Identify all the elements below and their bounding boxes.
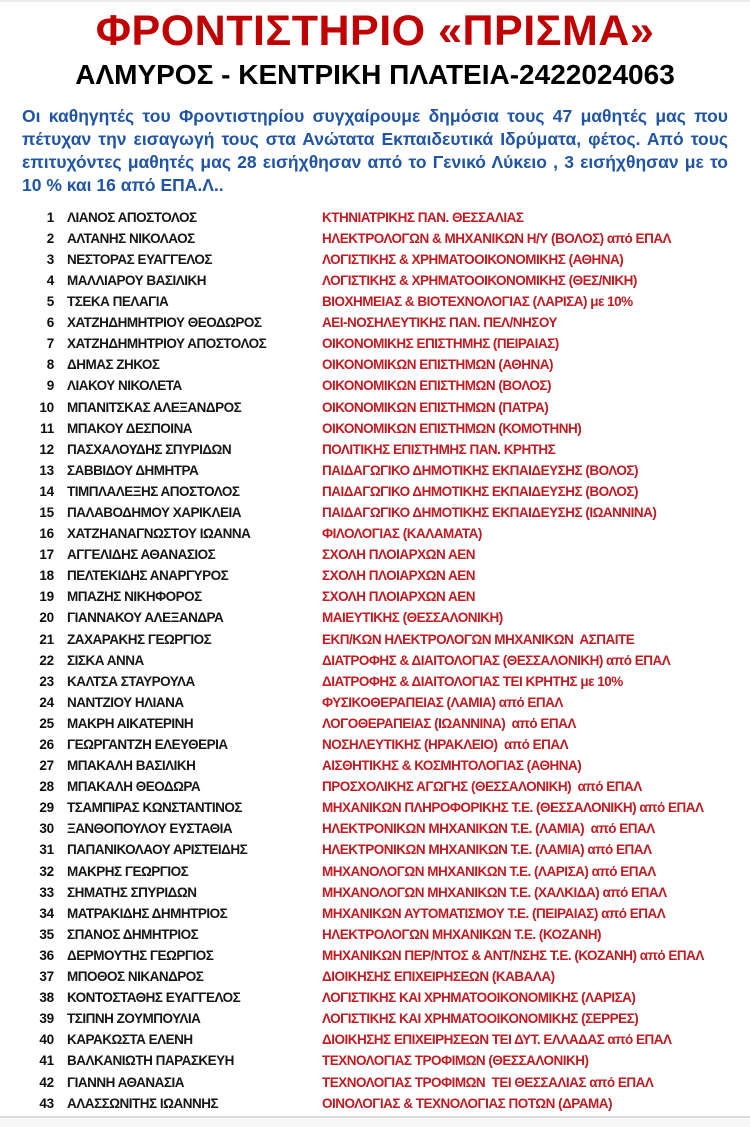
student-name: ΤΣΑΜΠΙΡΑΣ ΚΩΝΣΤΑΝΤΙΝΟΣ <box>67 800 242 816</box>
student-name: ΜΠΑΚΟΥ ΔΕΣΠΟΙΝΑ <box>67 420 193 436</box>
student-number: 36 <box>39 947 54 963</box>
student-row <box>0 650 750 671</box>
student-row <box>0 228 750 249</box>
student-row <box>0 776 750 797</box>
student-name: ΚΟΝΤΟΣΤΑΘΗΣ ΕΥΑΓΓΕΛΟΣ <box>67 990 241 1006</box>
student-school: ΚΤΗΝΙΑΤΡΙΚΗΣ ΠΑΝ. ΘΕΣΣΑΛΙΑΣ <box>322 209 524 225</box>
student-school: ΜΑΙΕΥΤΙΚΗΣ (ΘΕΣΣΑΛΟΝΙΚΗ) <box>322 610 503 626</box>
student-number: 11 <box>40 420 54 436</box>
student-row <box>0 270 750 291</box>
student-school: ΜΗΧΑΝΙΚΩΝ ΑΥΤΟΜΑΤΙΣΜΟΥ Τ.Ε. (ΠΕΙΡΑΙΑΣ) από ΕΠΑΛ <box>322 905 666 921</box>
student-row <box>0 734 750 755</box>
student-row <box>0 375 750 396</box>
student-row <box>0 945 750 966</box>
student-name: ΓΙΑΝΝΑΚΟΥ ΑΛΕΞΑΝΔΡΑ <box>67 610 224 626</box>
student-row <box>0 1093 750 1114</box>
student-row <box>0 1029 750 1050</box>
student-name: ΜΠΑΖΗΣ ΝΙΚΗΦΟΡΟΣ <box>67 589 202 605</box>
student-name: ΧΑΤΖΗΔΗΜΗΤΡΙΟΥ ΑΠΟΣΤΟΛΟΣ <box>67 336 267 352</box>
student-name: ΜΠΑΚΑΛΗ ΒΑΣΙΛΙΚΗ <box>67 758 196 774</box>
student-row <box>0 797 750 818</box>
student-row <box>0 755 750 776</box>
student-school: ΒΙΟΧΗΜΕΙΑΣ & ΒΙΟΤΕΧΝΟΛΟΓΙΑΣ (ΛΑΡΙΣΑ) με 10% <box>322 294 633 310</box>
student-number: 22 <box>39 652 54 668</box>
student-school: ΠΑΙΔΑΓΩΓΙΚΟ ΔΗΜΟΤΙΚΗΣ ΕΚΠΑΙΔΕΥΣΗΣ (ΒΟΛΟΣ) <box>322 483 638 499</box>
student-number: 38 <box>39 990 54 1006</box>
student-row <box>0 966 750 987</box>
student-number: 43 <box>39 1095 54 1111</box>
student-number: 18 <box>39 568 54 584</box>
student-number: 21 <box>39 631 54 647</box>
student-school: ΔΙΑΤΡΟΦΗΣ & ΔΙΑΙΤΟΛΟΓΙΑΣ (ΘΕΣΣΑΛΟΝΙΚΗ) από ΕΠΑΛ <box>322 652 671 668</box>
student-school: ΟΙΚΟΝΟΜΙΚΩΝ ΕΠΙΣΤΗΜΩΝ (ΒΟΛΟΣ) <box>322 378 551 394</box>
student-number: 40 <box>39 1032 54 1048</box>
student-row <box>0 713 750 734</box>
student-number: 13 <box>39 462 54 478</box>
student-name: ΜΑΚΡΗ ΑΙΚΑΤΕΡΙΝΗ <box>67 715 194 731</box>
student-number: 35 <box>39 926 54 942</box>
student-number: 39 <box>39 1011 54 1027</box>
student-school: ΕΚΠ/ΚΩΝ ΗΛΕΚΤΡΟΛΟΓΩΝ ΜΗΧΑΝΙΚΩΝ ΑΣΠΑΙΤΕ <box>322 631 635 647</box>
student-name: ΚΑΡΑΚΩΣΤΑ ΕΛΕΝΗ <box>67 1032 193 1048</box>
student-number: 23 <box>39 673 54 689</box>
student-row <box>0 629 750 650</box>
student-name: ΤΣΙΠΝΗ ΖΟΥΜΠΟΥΛΙΑ <box>67 1011 201 1027</box>
student-name: ΠΑΣΧΑΛΟΥΔΗΣ ΣΠΥΡΙΔΩΝ <box>67 441 232 457</box>
student-name: ΝΑΝΤΖΙΟΥ ΗΛΙΑΝΑ <box>67 694 184 710</box>
student-school: ΛΟΓΙΣΤΙΚΗΣ & ΧΡΗΜΑΤΟΟΙΚΟΝΟΜΙΚΗΣ (ΑΘΗΝΑ) <box>322 251 624 267</box>
student-row <box>0 903 750 924</box>
student-name: ΜΠΟΘΟΣ ΝΙΚΑΝΔΡΟΣ <box>67 969 204 985</box>
student-row <box>0 565 750 586</box>
student-number: 9 <box>46 378 54 394</box>
student-name: ΔΗΜΑΣ ΖΗΚΟΣ <box>67 357 160 373</box>
student-number: 29 <box>39 800 54 816</box>
student-name: ΚΑΛΤΣΑ ΣΤΑΥΡΟΥΛΑ <box>67 673 195 689</box>
student-number: 37 <box>39 969 54 985</box>
student-number: 2 <box>46 230 54 246</box>
student-number: 14 <box>39 483 54 499</box>
student-name: ΓΙΑΝΝΗ ΑΘΑΝΑΣΙΑ <box>67 1074 184 1090</box>
student-number: 27 <box>39 758 54 774</box>
student-school: ΠΟΛΙΤΙΚΗΣ ΕΠΙΣΤΗΜΗΣ ΠΑΝ. ΚΡΗΤΗΣ <box>322 441 556 457</box>
page-subtitle: ΑΛΜΥΡΟΣ - ΚΕΝΤΡΙΚΗ ΠΛΑΤΕΙΑ-2422024063 <box>75 59 675 91</box>
student-school: ΗΛΕΚΤΡΟΝΙΚΩΝ ΜΗΧΑΝΙΚΩΝ Τ.Ε. (ΛΑΜΙΑ) από ΕΠΑΛ <box>322 821 655 837</box>
student-row <box>0 671 750 692</box>
student-school: ΜΗΧΑΝΙΚΩΝ ΠΛΗΡΟΦΟΡΙΚΗΣ Τ.Ε. (ΘΕΣΣΑΛΟΝΙΚΗ) από ΕΠΑΛ <box>322 800 704 816</box>
student-school: ΟΙΝΟΛΟΓΙΑΣ & ΤΕΧΝΟΛΟΓΙΑΣ ΠΟΤΩΝ (ΔΡΑΜΑ) <box>322 1095 613 1111</box>
student-number: 20 <box>39 610 54 626</box>
student-school: ΜΗΧΑΝΟΛΟΓΩΝ ΜΗΧΑΝΙΚΩΝ Τ.Ε. (ΧΑΛΚΙΔΑ) από ΕΠΑΛ <box>322 884 667 900</box>
student-name: ΠΑΠΑΝΙΚΟΛΑΟΥ ΑΡΙΣΤΕΙΔΗΣ <box>67 842 248 858</box>
student-school: ΣΧΟΛΗ ΠΛΟΙΑΡΧΩΝ ΑΕΝ <box>322 568 475 584</box>
student-row <box>0 1008 750 1029</box>
student-row <box>0 1050 750 1071</box>
student-row <box>0 607 750 628</box>
student-school: ΑΙΣΘΗΤΙΚΗΣ & ΚΟΣΜΗΤΟΛΟΓΙΑΣ (ΑΘΗΝΑ) <box>322 758 582 774</box>
student-number: 33 <box>39 884 54 900</box>
student-name: ΣΙΣΚΑ ΑΝΝΑ <box>67 652 144 668</box>
student-school: ΤΕΧΝΟΛΟΓΙΑΣ ΤΡΟΦΙΜΩΝ ΤΕΙ ΘΕΣΣΑΛΙΑΣ από ΕΠΑΛ <box>322 1074 654 1090</box>
student-school: ΔΙΑΤΡΟΦΗΣ & ΔΙΑΙΤΟΛΟΓΙΑΣ ΤΕΙ ΚΡΗΤΗΣ με 10% <box>322 673 623 689</box>
student-school: ΛΟΓΙΣΤΙΚΗΣ ΚΑΙ ΧΡΗΜΑΤΟΟΙΚΟΝΟΜΙΚΗΣ (ΛΑΡΙΣΑ) <box>322 990 636 1006</box>
student-name: ΜΑΤΡΑΚΙΔΗΣ ΔΗΜΗΤΡΙΟΣ <box>67 905 228 921</box>
student-school: ΠΑΙΔΑΓΩΓΙΚΟ ΔΗΜΟΤΙΚΗΣ ΕΚΠΑΙΔΕΥΣΗΣ (ΙΩΑΝΝΙΝΑ) <box>322 504 657 520</box>
student-name: ΞΑΝΘΟΠΟΥΛΟΥ ΕΥΣΤΑΘΙΑ <box>67 821 233 837</box>
student-name: ΧΑΤΖΗΑΝΑΓΝΩΣΤΟΥ ΙΩΑΝΝΑ <box>67 526 251 542</box>
student-school: ΜΗΧΑΝΙΚΩΝ ΠΕΡ/ΝΤΟΣ & ΑΝΤ/ΝΣΗΣ Τ.Ε. (ΚΟΖΑΝΗ) από ΕΠΑΛ <box>322 947 704 963</box>
student-row <box>0 861 750 882</box>
student-row <box>0 502 750 523</box>
student-name: ΣΠΑΝΟΣ ΔΗΜΗΤΡΙΟΣ <box>67 926 199 942</box>
student-school: ΦΥΣΙΚΟΘΕΡΑΠΕΙΑΣ (ΛΑΜΙΑ) από ΕΠΑΛ <box>322 694 563 710</box>
student-row <box>0 523 750 544</box>
student-row <box>0 418 750 439</box>
student-name: ΜΠΑΝΙΤΣΚΑΣ ΑΛΕΞΑΝΔΡΟΣ <box>67 399 242 415</box>
student-number: 1 <box>46 209 54 225</box>
student-school: ΗΛΕΚΤΡΟΛΟΓΩΝ & ΜΗΧΑΝΙΚΩΝ Η/Υ (ΒΟΛΟΣ) από ΕΠΑΛ <box>322 230 672 246</box>
student-name: ΑΓΓΕΛΙΔΗΣ ΑΘΑΝΑΣΙΟΣ <box>67 547 216 563</box>
student-row <box>0 1071 750 1092</box>
page-bottom-edge <box>0 1116 750 1127</box>
announcement-paragraph: Οι καθηγητές του Φροντιστηρίου συγχαίρουμε δημόσια τους 47 μαθητές μας που πέτυχαν την εισαγωγή τους στα Ανώτατα Εκπαιδευτικά Ιδρύματα, φέτος. Από τους επιτυχόντες μαθητές μας 28 εισήχθησαν από το Γενικό Λύκειο , 3 εισήχθησαν με το 10 % και 16 από ΕΠΑ.Λ.. <box>22 105 728 195</box>
student-number: 5 <box>46 294 54 310</box>
student-row <box>0 354 750 375</box>
student-school: ΤΕΧΝΟΛΟΓΙΑΣ ΤΡΟΦΙΜΩΝ (ΘΕΣΣΑΛΟΝΙΚΗ) <box>322 1053 589 1069</box>
student-school: ΔΙΟΙΚΗΣΗΣ ΕΠΙΧΕΙΡΗΣΕΩΝ (ΚΑΒΑΛΑ) <box>322 969 555 985</box>
student-school: ΑΕΙ-ΝΟΣΗΛΕΥΤΙΚΗΣ ΠΑΝ. ΠΕΛ/ΝΗΣΟΥ <box>322 315 557 331</box>
student-number: 6 <box>46 315 54 331</box>
student-number: 4 <box>46 272 54 288</box>
student-row <box>0 249 750 270</box>
student-name: ΛΙΑΝΟΣ ΑΠΟΣΤΟΛΟΣ <box>67 209 197 225</box>
student-row <box>0 396 750 417</box>
student-row <box>0 839 750 860</box>
student-row <box>0 924 750 945</box>
student-number: 41 <box>39 1053 54 1069</box>
student-name: ΤΙΜΠΛΑΛΕΞΗΣ ΑΠΟΣΤΟΛΟΣ <box>67 483 240 499</box>
student-school: ΛΟΓΙΣΤΙΚΗΣ & ΧΡΗΜΑΤΟΟΙΚΟΝΟΜΙΚΗΣ (ΘΕΣ/ΝΙΚΗ) <box>322 272 637 288</box>
student-school: ΦΙΛΟΛΟΓΙΑΣ (ΚΑΛΑΜΑΤΑ) <box>322 526 482 542</box>
student-school: ΔΙΟΙΚΗΣΗΣ ΕΠΙΧΕΙΡΗΣΕΩΝ ΤΕΙ ΔΥΤ. ΕΛΛΑΔΑΣ από ΕΠΑΛ <box>322 1032 672 1048</box>
student-number: 15 <box>39 504 54 520</box>
student-row <box>0 312 750 333</box>
student-name: ΠΑΛΑΒΟΔΗΜΟΥ ΧΑΡΙΚΛΕΙΑ <box>67 504 241 520</box>
student-number: 19 <box>39 589 54 605</box>
student-number: 31 <box>39 842 54 858</box>
student-number: 8 <box>46 357 54 373</box>
student-number: 17 <box>39 547 54 563</box>
student-number: 7 <box>46 336 54 352</box>
student-school: ΠΡΟΣΧΟΛΙΚΗΣ ΑΓΩΓΗΣ (ΘΕΣΣΑΛΟΝΙΚΗ) από ΕΠΑΛ <box>322 779 642 795</box>
student-school: ΜΗΧΑΝΟΛΟΓΩΝ ΜΗΧΑΝΙΚΩΝ Τ.Ε. (ΛΑΡΙΣΑ) από ΕΠΑΛ <box>322 863 656 879</box>
student-school: ΟΙΚΟΝΟΜΙΚΩΝ ΕΠΙΣΤΗΜΩΝ (ΚΟΜΟΤΗΝΗ) <box>322 420 582 436</box>
student-name: ΒΑΛΚΑΝΙΩΤΗ ΠΑΡΑΣΚΕΥΗ <box>67 1053 234 1069</box>
student-number: 34 <box>39 905 54 921</box>
student-number: 3 <box>46 251 54 267</box>
student-number: 10 <box>39 399 54 415</box>
student-name: ΓΕΩΡΓΑΝΤΖΗ ΕΛΕΥΘΕΡΙΑ <box>67 737 228 753</box>
student-school: ΠΑΙΔΑΓΩΓΙΚΟ ΔΗΜΟΤΙΚΗΣ ΕΚΠΑΙΔΕΥΣΗΣ (ΒΟΛΟΣ) <box>322 462 638 478</box>
student-name: ΣΑΒΒΙΔΟΥ ΔΗΜΗΤΡΑ <box>67 462 199 478</box>
student-school: ΗΛΕΚΤΡΟΛΟΓΩΝ ΜΗΧΑΝΙΚΩΝ Τ.Ε. (ΚΟΖΑΝΗ) <box>322 926 601 942</box>
student-name: ΛΙΑΚΟΥ ΝΙΚΟΛΕΤΑ <box>67 378 182 394</box>
student-school: ΝΟΣΗΛΕΥΤΙΚΗΣ (ΗΡΑΚΛΕΙΟ) από ΕΠΑΛ <box>322 737 569 753</box>
student-number: 28 <box>39 779 54 795</box>
student-row <box>0 692 750 713</box>
student-row <box>0 586 750 607</box>
student-row <box>0 439 750 460</box>
student-name: ΜΑΚΡΗΣ ΓΕΩΡΓΙΟΣ <box>67 863 189 879</box>
student-row <box>0 207 750 228</box>
student-name: ΜΠΑΚΑΛΗ ΘΕΟΔΩΡΑ <box>67 779 201 795</box>
student-school: ΟΙΚΟΝΟΜΙΚΗΣ ΕΠΙΣΤΗΜΗΣ (ΠΕΙΡΑΙΑΣ) <box>322 336 559 352</box>
student-school: ΣΧΟΛΗ ΠΛΟΙΑΡΧΩΝ ΑΕΝ <box>322 589 475 605</box>
student-name: ΔΕΡΜΟΥΤΗΣ ΓΕΩΡΓΙΟΣ <box>67 947 214 963</box>
student-number: 16 <box>39 526 54 542</box>
students-list <box>0 207 750 1114</box>
student-school: ΗΛΕΚΤΡΟΝΙΚΩΝ ΜΗΧΑΝΙΚΩΝ Τ.Ε. (ΛΑΜΙΑ) από ΕΠΑΛ <box>322 842 652 858</box>
student-row <box>0 882 750 903</box>
student-number: 24 <box>39 694 54 710</box>
student-number: 32 <box>39 863 54 879</box>
student-name: ΧΑΤΖΗΔΗΜΗΤΡΙΟΥ ΘΕΟΔΩΡΟΣ <box>67 315 262 331</box>
student-row <box>0 333 750 354</box>
student-name: ΤΣΕΚΑ ΠΕΛΑΓΙΑ <box>67 294 169 310</box>
student-school: ΛΟΓΟΘΕΡΑΠΕΙΑΣ (ΙΩΑΝΝΙΝΑ) από ΕΠΑΛ <box>322 715 576 731</box>
student-school: ΟΙΚΟΝΟΜΙΚΩΝ ΕΠΙΣΤΗΜΩΝ (ΠΑΤΡΑ) <box>322 399 549 415</box>
student-row <box>0 460 750 481</box>
student-number: 12 <box>39 441 54 457</box>
student-row <box>0 818 750 839</box>
student-name: ΣΗΜΑΤΗΣ ΣΠΥΡΙΔΩΝ <box>67 884 197 900</box>
student-school: ΛΟΓΙΣΤΙΚΗΣ ΚΑΙ ΧΡΗΜΑΤΟΟΙΚΟΝΟΜΙΚΗΣ (ΣΕΡΡΕΣ) <box>322 1011 639 1027</box>
student-name: ΜΑΛΛΙΑΡΟΥ ΒΑΣΙΛΙΚΗ <box>67 272 206 288</box>
student-name: ΑΛΑΣΣΩΝΙΤΗΣ ΙΩΑΝΝΗΣ <box>67 1095 219 1111</box>
student-name: ΝΕΣΤΟΡΑΣ ΕΥΑΓΓΕΛΟΣ <box>67 251 212 267</box>
student-number: 30 <box>39 821 54 837</box>
page-title: ΦΡΟΝΤΙΣΤΗΡΙΟ «ΠΡΙΣΜΑ» <box>95 7 655 55</box>
student-row <box>0 987 750 1008</box>
student-row <box>0 291 750 312</box>
student-name: ΖΑΧΑΡΑΚΗΣ ΓΕΩΡΓΙΟΣ <box>67 631 212 647</box>
student-number: 42 <box>39 1074 54 1090</box>
student-row <box>0 544 750 565</box>
student-row <box>0 481 750 502</box>
student-name: ΠΕΛΤΕΚΙΔΗΣ ΑΝΑΡΓΥΡΟΣ <box>67 568 229 584</box>
student-number: 25 <box>39 715 54 731</box>
student-name: ΑΛΤΑΝΗΣ ΝΙΚΟΛΑΟΣ <box>67 230 195 246</box>
student-school: ΟΙΚΟΝΟΜΙΚΩΝ ΕΠΙΣΤΗΜΩΝ (ΑΘΗΝΑ) <box>322 357 553 373</box>
student-number: 26 <box>39 737 54 753</box>
page-top-edge <box>0 0 750 2</box>
student-school: ΣΧΟΛΗ ΠΛΟΙΑΡΧΩΝ ΑΕΝ <box>322 547 475 563</box>
